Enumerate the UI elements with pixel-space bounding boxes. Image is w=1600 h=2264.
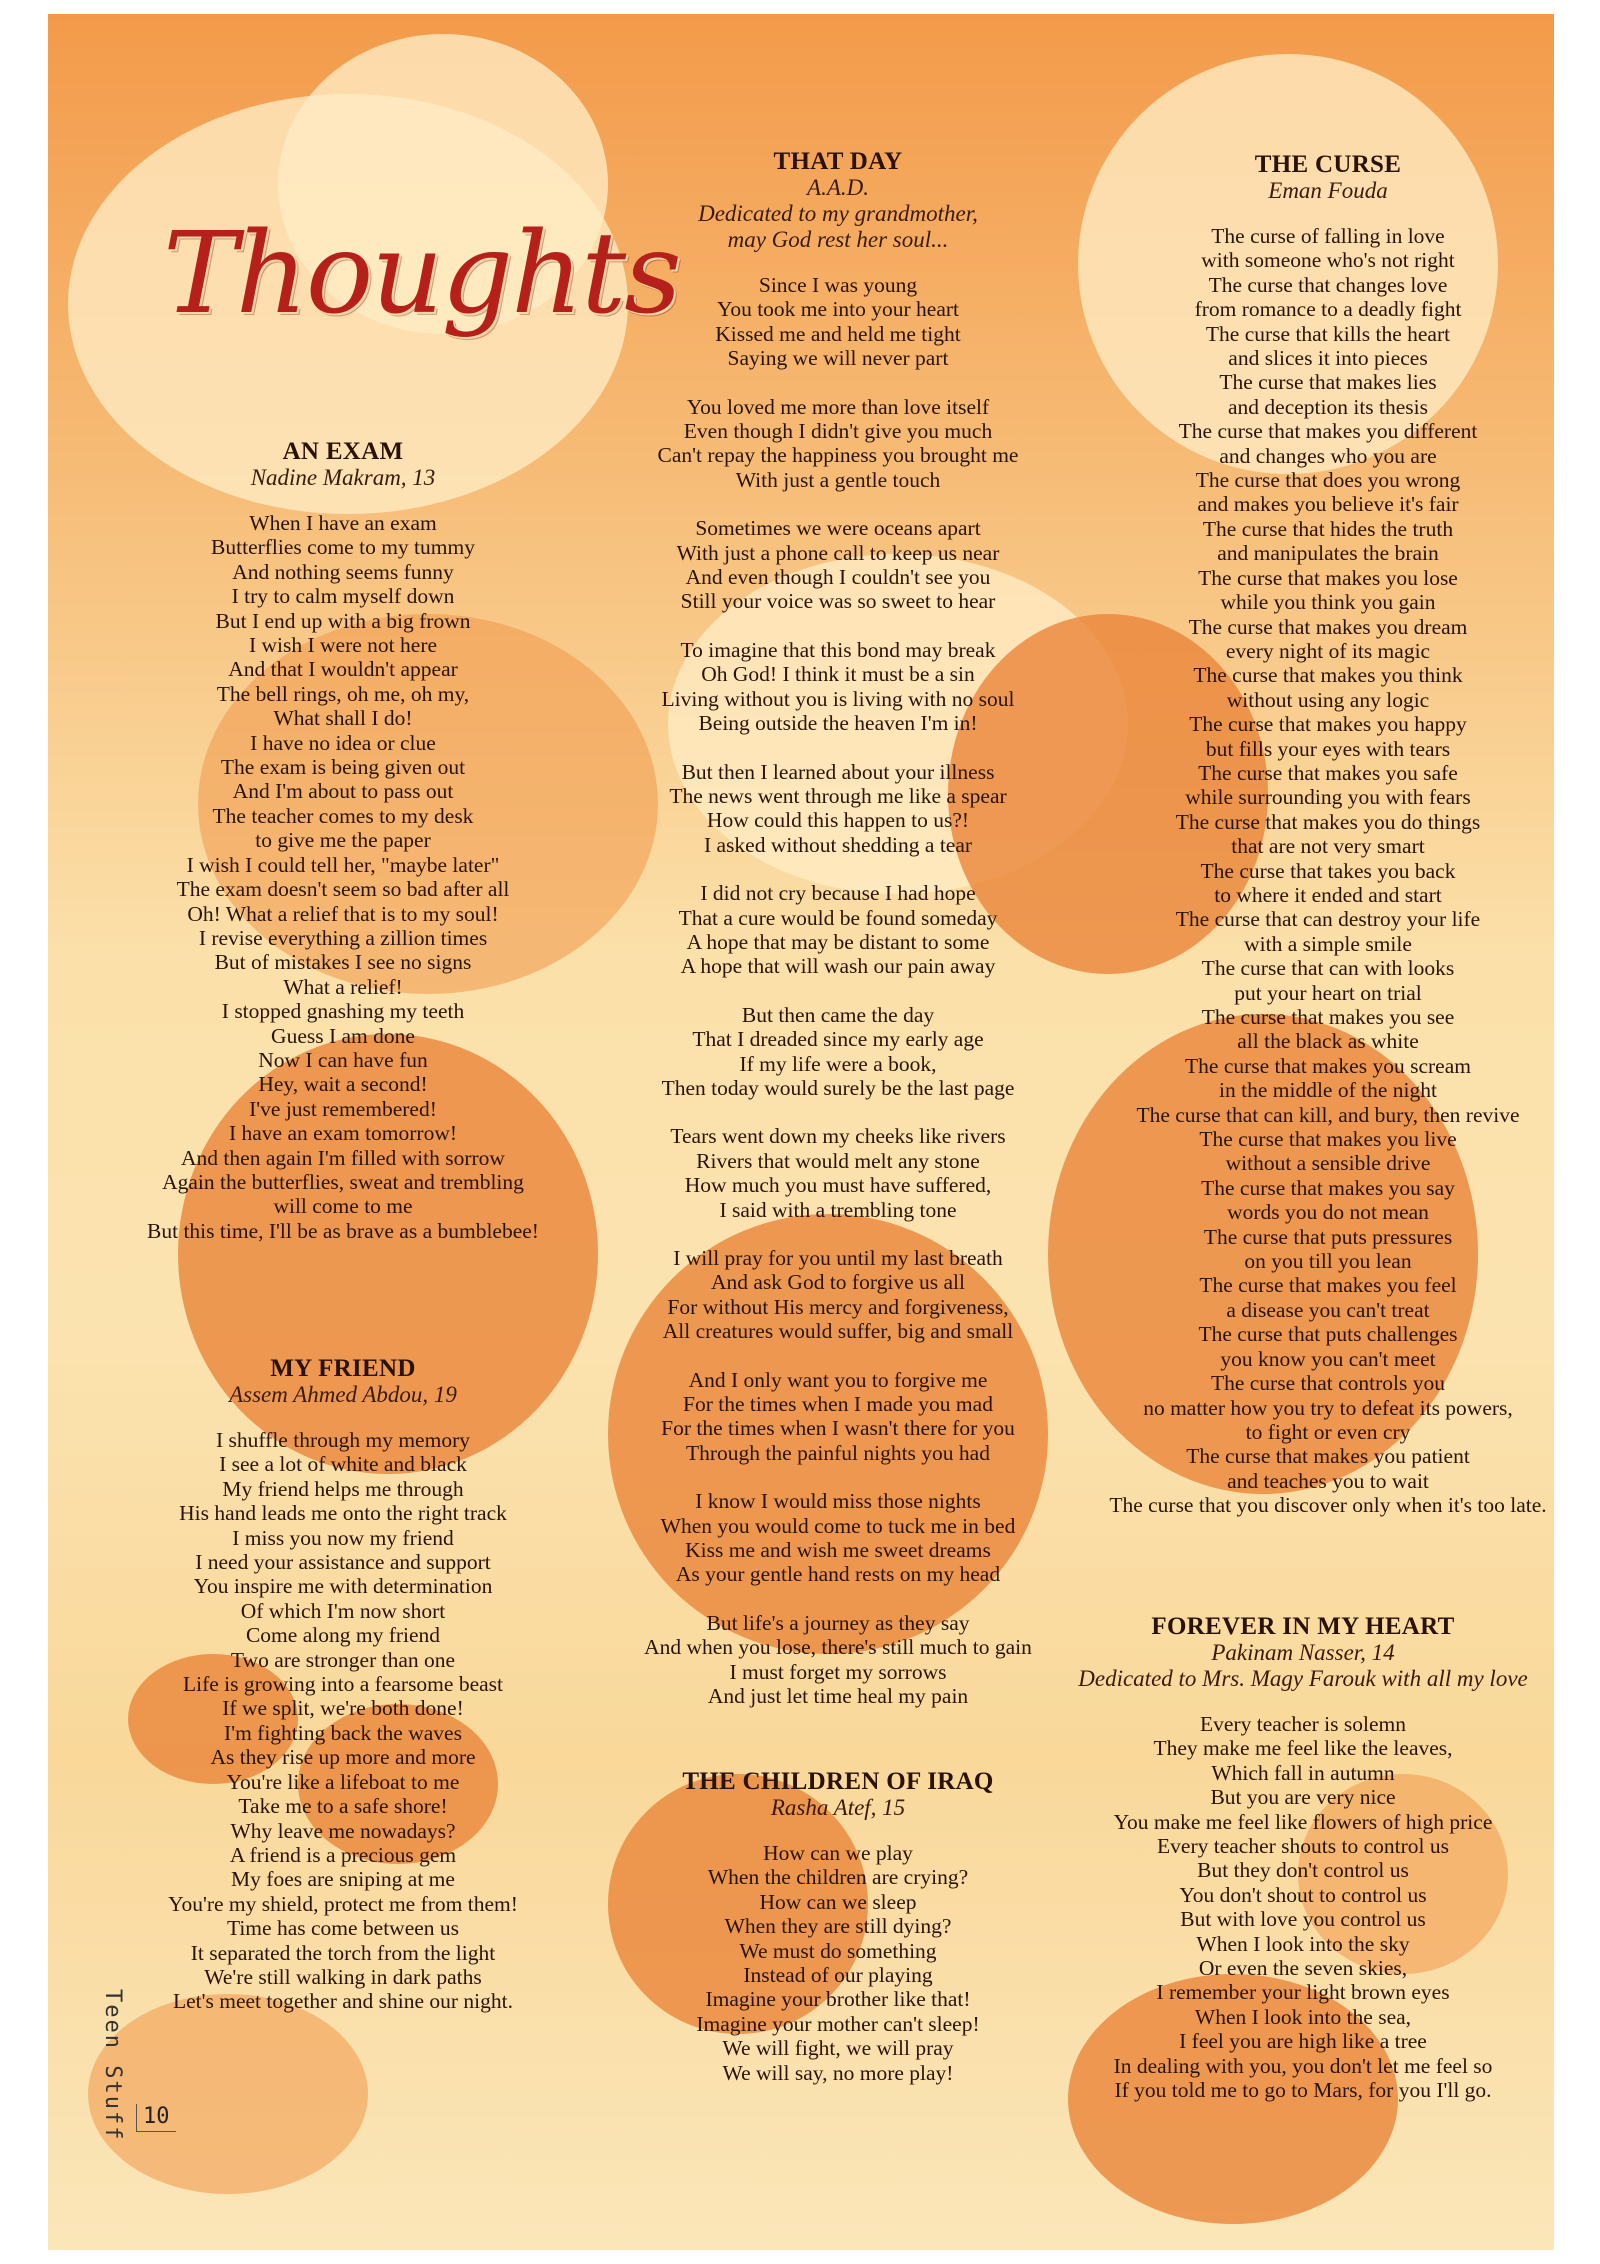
poem-line: All creatures would suffer, big and small: [662, 1319, 1014, 1344]
poem-line: You make me feel like flowers of high price: [1113, 1809, 1493, 1834]
poem-line: I'm fighting back the waves: [224, 1720, 462, 1745]
poem-line: I asked without shedding a tear: [703, 832, 973, 857]
poem-line: Oh! What a relief that is to my soul!: [187, 901, 499, 926]
poem-line: And even though I couldn't see you: [685, 565, 991, 590]
magazine-page: [48, 14, 1554, 2250]
poem-lines: [108, 511, 578, 1243]
poem-line: How can we play: [763, 1841, 913, 1865]
poem-line: The curse that takes you back: [1200, 858, 1456, 883]
poem-line: no matter how you try to defeat its powers,: [1143, 1395, 1513, 1420]
poem-title: THE CHILDREN OF IRAQ: [682, 1768, 994, 1795]
poem-line: I did not cry because I had hope: [700, 881, 976, 906]
poem-line: will come to me: [273, 1194, 413, 1219]
poem-line: to give me the paper: [255, 828, 431, 853]
poem-line: When the children are crying?: [707, 1865, 969, 1890]
poem-author: Pakinam Nasser, 14: [1211, 1640, 1395, 1665]
poem-line: The curse that can kill, and bury, then revive: [1136, 1102, 1520, 1127]
poem-line: And nothing seems funny: [232, 559, 454, 584]
poem-line: every night of its magic: [1225, 638, 1431, 663]
poem-line: You're my shield, protect me from them!: [168, 1891, 518, 1916]
poem-line: with a simple smile: [1244, 931, 1412, 956]
poem-line: Again the butterflies, sweat and trembling: [162, 1169, 524, 1194]
poem-line: Being outside the heaven I'm in!: [698, 711, 978, 736]
poem-line: Since I was young: [758, 273, 918, 297]
poem-line: And then again I'm filled with sorrow: [181, 1145, 505, 1170]
poem-line: If my life were a book,: [739, 1051, 937, 1076]
poem-stanza: [1078, 224, 1554, 1518]
poem-line: Through the painful nights you had: [686, 1440, 990, 1465]
page-number: 10: [136, 2104, 176, 2132]
poem-line: and manipulates the brain: [1217, 541, 1439, 566]
poem-line: The curse that makes lies: [1219, 370, 1437, 395]
poem-line: We must do something: [739, 1938, 937, 1963]
poem-line: You loved me more than love itself: [686, 394, 990, 419]
poem-line: Tears went down my cheeks like rivers: [670, 1124, 1006, 1149]
poem-stanza: [108, 511, 578, 1243]
poem-line: but fills your eyes with tears: [1205, 736, 1451, 761]
poem-line: You don't shout to control us: [1179, 1882, 1427, 1907]
poem-stanza: [623, 760, 1053, 858]
poem-line: The curse that puts pressures: [1203, 1224, 1453, 1249]
poem-stanza: [623, 1124, 1053, 1222]
poem-line: The curse that makes you scream: [1185, 1053, 1471, 1078]
poem-line: A friend is a precious gem: [229, 1842, 457, 1867]
poem-line: I said with a trembling tone: [719, 1197, 957, 1222]
poem-line: With just a phone call to keep us near: [676, 540, 1000, 565]
poem-line: Saying we will never part: [727, 346, 949, 371]
poem-stanza: [623, 1003, 1053, 1101]
poem-line: Let's meet together and shine our night.: [172, 1989, 514, 2014]
poem-line: But I end up with a big frown: [215, 608, 471, 633]
poem-title: THE CURSE: [1254, 151, 1402, 178]
poem-line: I have an exam tomorrow!: [228, 1121, 458, 1146]
poem-line: When you would come to tuck me in bed: [660, 1513, 1016, 1538]
poem-line: in the middle of the night: [1219, 1078, 1437, 1103]
poem-line: The curse that makes you say: [1201, 1175, 1455, 1200]
poem-dedication-line: may God rest her soul...: [727, 227, 949, 252]
poem-line: My foes are sniping at me: [231, 1867, 455, 1892]
poem-stanza: [648, 1841, 1028, 2085]
poem-stanza: [623, 1368, 1053, 1466]
poem-line: The curse that makes you different: [1178, 419, 1478, 444]
poem-line: If you told me to go to Mars, for you I'll go.: [1114, 2078, 1492, 2103]
poem-line: You're like a lifeboat to me: [226, 1769, 460, 1794]
poem-line: Oh God! I think it must be a sin: [701, 662, 975, 687]
poem-line: that are not very smart: [1231, 834, 1425, 859]
poem-line: I revise everything a zillion times: [198, 925, 488, 950]
poem-author: Assem Ahmed Abdou, 19: [229, 1382, 457, 1407]
poem-line: Every teacher is solemn: [1200, 1712, 1406, 1736]
poem-line: without using any logic: [1226, 687, 1430, 712]
poem-line: The curse that makes you dream: [1188, 614, 1468, 639]
poem-line: without a sensible drive: [1225, 1151, 1431, 1176]
poem-line: Hey, wait a second!: [258, 1072, 428, 1097]
poem-line: Take me to a safe shore!: [238, 1794, 448, 1819]
poem-children-of-iraq: [648, 1769, 1028, 2109]
poem-line: When I look into the sky: [1196, 1931, 1410, 1956]
poem-stanza: [623, 273, 1053, 371]
poem-line: How could this happen to us?!: [706, 808, 970, 833]
poem-title: FOREVER IN MY HEART: [1151, 1613, 1455, 1640]
poem-author: Rasha Atef, 15: [770, 1795, 906, 1820]
poem-line: His hand leads me onto the right track: [179, 1501, 507, 1526]
poem-line: Time has come between us: [226, 1916, 460, 1941]
poem-line: How much you must have suffered,: [684, 1173, 992, 1198]
poem-author: A.A.D.: [807, 175, 869, 200]
poem-line: Sometimes we were oceans apart: [695, 516, 981, 541]
poem-line: I wish I could tell her, "maybe later": [186, 852, 500, 877]
poem-line: Imagine your mother can't sleep!: [696, 2011, 980, 2036]
poem-line: As they rise up more and more: [210, 1745, 476, 1770]
poem-line: Which fall in autumn: [1211, 1760, 1395, 1785]
poem-line: Two are stronger than one: [230, 1647, 456, 1672]
poem-dedication-line: Dedicated to Mrs. Magy Farouk with all my love: [1078, 1666, 1528, 1691]
poem-lines: [133, 1428, 553, 2014]
poem-line: With just a gentle touch: [735, 467, 941, 492]
poem-line: Now I can have fun: [258, 1047, 428, 1072]
poem-lines: [1053, 1712, 1553, 2103]
poem-line: And that I wouldn't appear: [228, 657, 458, 682]
poem-line: Imagine your brother like that!: [705, 1987, 971, 2012]
poem-dedication-line: Dedicated to my grandmother,: [698, 201, 978, 226]
poem-stanza: [623, 395, 1053, 493]
poem-line: Rivers that would melt any stone: [696, 1148, 980, 1173]
poem-line: The news went through me like a spear: [669, 783, 1007, 808]
poem-line: I try to calm myself down: [231, 584, 455, 609]
poem-line: The curse that makes you happy: [1189, 712, 1467, 737]
poem-line: with someone who's not right: [1201, 248, 1455, 273]
poem-line: And ask God to forgive us all: [711, 1270, 965, 1295]
poem-line: The curse that makes you live: [1199, 1127, 1457, 1152]
poem-line: But then came the day: [741, 1002, 935, 1027]
poem-stanza: [623, 1611, 1053, 1709]
poem-line: I wish I were not here: [248, 633, 438, 658]
poem-line: I see a lot of white and black: [219, 1452, 467, 1477]
poem-line: Every teacher shouts to control us: [1157, 1834, 1449, 1859]
poem-line: My friend helps me through: [222, 1476, 464, 1501]
poem-line: I stopped gnashing my teeth: [221, 999, 465, 1024]
poem-line: Kissed me and held me tight: [715, 321, 961, 346]
poem-line: If we split, we're both done!: [222, 1696, 464, 1721]
poem-line: The curse that you discover only when it's too late.: [1109, 1493, 1547, 1518]
poem-line: you know you can't meet: [1220, 1346, 1436, 1371]
poem-line: But then I learned about your illness: [681, 759, 995, 784]
poem-line: and changes who you are: [1219, 443, 1437, 468]
poem-line: to where it ended and start: [1214, 882, 1442, 907]
poem-line: You took me into your heart: [716, 297, 960, 322]
poem-line: Instead of our playing: [743, 1963, 933, 1988]
poem-line: all the black as white: [1237, 1029, 1419, 1054]
poem-line: Come along my friend: [245, 1623, 441, 1648]
poem-stanza: [623, 516, 1053, 614]
poem-line: Why leave me nowadays?: [230, 1818, 456, 1843]
poem-line: to fight or even cry: [1245, 1419, 1411, 1444]
poem-line: Even though I didn't give you much: [683, 419, 993, 444]
poem-line: But this time, I'll be as brave as a bumblebee!: [147, 1218, 539, 1243]
poem-line: A hope that may be distant to some: [686, 929, 990, 954]
poem-line: from romance to a deadly fight: [1194, 297, 1462, 322]
poem-line: I've just remembered!: [249, 1096, 437, 1121]
poem-stanza: [623, 881, 1053, 979]
poem-line: The bell rings, oh me, oh my,: [216, 681, 470, 706]
poem-line: The exam doesn't seem so bad after all: [176, 877, 510, 902]
poem-line: How can we sleep: [759, 1889, 917, 1914]
poem-line: When they are still dying?: [724, 1914, 952, 1939]
poem-line: For the times when I wasn't there for you: [661, 1416, 1015, 1441]
poem-lines: [623, 273, 1053, 1709]
poem-line: Guess I am done: [271, 1023, 415, 1048]
poem-line: The curse that makes you safe: [1198, 760, 1458, 785]
poem-line: The exam is being given out: [220, 755, 466, 780]
poem-line: The curse that makes you lose: [1198, 565, 1458, 590]
poem-stanza: [623, 638, 1053, 736]
poem-line: The curse that makes you patient: [1186, 1444, 1470, 1469]
poem-author: Eman Fouda: [1268, 178, 1388, 203]
poem-line: For without His mercy and forgiveness,: [667, 1294, 1009, 1319]
poem-line: a disease you can't treat: [1226, 1297, 1430, 1322]
poem-line: That I dreaded since my early age: [692, 1027, 984, 1052]
poem-stanza: [133, 1428, 553, 2014]
poem-line: I know I would miss those nights: [695, 1489, 981, 1514]
poem-author: Nadine Makram, 13: [250, 465, 436, 490]
poem-line: The curse that kills the heart: [1205, 321, 1451, 346]
poem-line: The curse that makes you do things: [1175, 809, 1481, 834]
poem-line: The curse that can with looks: [1201, 956, 1455, 981]
poem-line: I miss you now my friend: [232, 1525, 454, 1550]
poem-line: But of mistakes I see no signs: [214, 950, 472, 975]
poem-line: We're still walking in dark paths: [204, 1964, 482, 1989]
poem-line: Living without you is living with no soul: [661, 686, 1015, 711]
poem-line: I have no idea or clue: [250, 730, 436, 755]
poem-line: When I look into the sea,: [1194, 2004, 1412, 2029]
poem-line: Kiss me and wish me sweet dreams: [685, 1538, 991, 1563]
poem-line: words you do not mean: [1227, 1200, 1429, 1225]
poem-line: In dealing with you, you don't let me feel so: [1113, 2053, 1493, 2078]
poem-line: As your gentle hand rests on my head: [675, 1562, 1001, 1587]
poem-title: MY FRIEND: [270, 1355, 416, 1382]
poem-line: Then today would surely be the last page: [661, 1075, 1015, 1100]
poem-that-day: [623, 149, 1053, 1733]
poem-line: I remember your light brown eyes: [1156, 1980, 1450, 2005]
poem-line: A hope that will wash our pain away: [680, 954, 996, 979]
poem-line: I need your assistance and support: [195, 1550, 491, 1575]
poem-an-exam: [108, 439, 578, 1267]
poem-line: while you think you gain: [1220, 590, 1436, 615]
poem-line: And I only want you to forgive me: [688, 1367, 988, 1392]
poem-line: The curse of falling in love: [1211, 224, 1445, 248]
poem-line: while surrounding you with fears: [1185, 785, 1471, 810]
poem-forever-in-my-heart: [1053, 1614, 1553, 2127]
poem-stanza: [623, 1489, 1053, 1587]
poem-line: The curse that does you wrong: [1195, 468, 1461, 493]
poem-line: Still your voice was so sweet to hear: [680, 589, 996, 614]
poem-line: That a cure would be found someday: [678, 905, 998, 930]
poem-line: I must forget my sorrows: [729, 1659, 947, 1684]
poem-line: The curse that hides the truth: [1202, 516, 1454, 541]
poem-line: The curse that puts challenges: [1198, 1322, 1458, 1347]
poem-line: We will say, no more play!: [722, 2060, 954, 2085]
poem-line: What shall I do!: [273, 706, 413, 731]
poem-line: and slices it into pieces: [1228, 346, 1428, 371]
poem-line: and deception its thesis: [1227, 394, 1429, 419]
poem-line: I will pray for you until my last breath: [673, 1246, 1003, 1270]
poem-the-curse: [1078, 152, 1554, 1542]
poem-line: But you are very nice: [1210, 1785, 1396, 1810]
poem-title: AN EXAM: [282, 438, 404, 465]
poem-line: We will fight, we will pray: [722, 2036, 954, 2061]
poem-line: And when you lose, there's still much to gain: [644, 1635, 1032, 1660]
section-side-label: Teen Stuff: [100, 1989, 125, 2142]
poem-line: The teacher comes to my desk: [212, 803, 474, 828]
poem-lines: [648, 1841, 1028, 2085]
poem-line: For the times when I made you mad: [683, 1392, 993, 1417]
poem-my-friend: [133, 1356, 553, 2038]
poem-line: The curse that can destroy your life: [1175, 907, 1481, 932]
poem-line: put your heart on trial: [1234, 980, 1422, 1005]
poem-stanza: [623, 1246, 1053, 1344]
poem-line: You inspire me with determination: [193, 1574, 493, 1599]
poem-line: What a relief!: [283, 974, 403, 999]
poem-line: The curse that makes you feel: [1199, 1273, 1457, 1298]
poem-line: Of which I'm now short: [240, 1598, 446, 1623]
poem-line: But life's a journey as they say: [706, 1610, 970, 1635]
poem-line: Or even the seven skies,: [1198, 1956, 1408, 1981]
poem-line: Life is growing into a fearsome beast: [182, 1672, 503, 1697]
poem-line: on you till you lean: [1244, 1249, 1412, 1274]
poem-lines: [1078, 224, 1554, 1518]
poem-line: When I have an exam: [249, 511, 437, 535]
poem-line: The curse that makes you think: [1193, 663, 1463, 688]
poem-line: The curse that controls you: [1210, 1371, 1446, 1396]
poem-title: THAT DAY: [773, 148, 903, 175]
poem-line: Butterflies come to my tummy: [211, 535, 475, 560]
poem-line: It separated the torch from the light: [190, 1940, 496, 1965]
poem-line: I feel you are high like a tree: [1179, 2029, 1427, 2054]
poem-line: Can't repay the happiness you brought me: [657, 443, 1019, 468]
poem-line: To imagine that this bond may break: [680, 637, 996, 662]
section-title: Thoughts: [163, 209, 680, 339]
poem-line: The curse that makes you see: [1201, 1005, 1455, 1029]
poem-line: But they don't control us: [1197, 1858, 1409, 1883]
poem-line: And just let time heal my pain: [707, 1684, 969, 1709]
poem-line: And I'm about to pass out: [232, 779, 454, 804]
poem-line: But with love you control us: [1180, 1907, 1426, 1932]
poem-line: They make me feel like the leaves,: [1153, 1736, 1453, 1761]
poem-stanza: [1053, 1712, 1553, 2103]
poem-line: and makes you believe it's fair: [1197, 492, 1459, 517]
poem-line: and teaches you to wait: [1227, 1468, 1429, 1493]
poem-line: I shuffle through my memory: [216, 1428, 470, 1452]
poem-line: The curse that changes love: [1208, 272, 1448, 297]
